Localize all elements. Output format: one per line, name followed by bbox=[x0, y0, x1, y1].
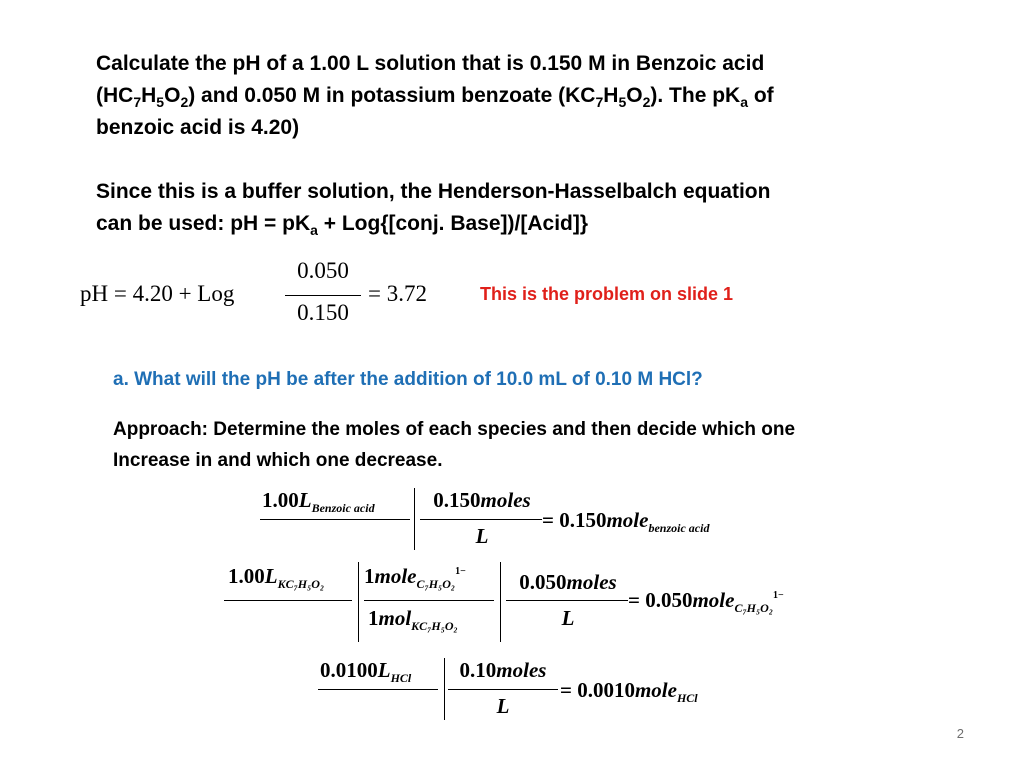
calc2-conversion-num: 0.050moles bbox=[519, 570, 617, 594]
ph-equation bbox=[80, 258, 460, 336]
calc1-divider bbox=[414, 488, 415, 550]
calc3-line-left bbox=[318, 689, 438, 690]
calc1-line-left bbox=[260, 519, 410, 520]
calc3-result: = 0.0010mole$_{HCl}$ bbox=[560, 678, 698, 705]
approach-line-2: Increase in and which one decrease. bbox=[113, 450, 443, 471]
calc2-result: = 0.050mole$_{C_7H_5O_2}^{1-}$ bbox=[628, 588, 784, 615]
fraction-bar bbox=[285, 295, 361, 296]
calc-benzoate bbox=[224, 562, 844, 644]
slide-reference-note: This is the problem on slide 1 bbox=[480, 284, 734, 304]
calc2-conversion-den: L bbox=[561, 606, 575, 630]
approach-line-1: Approach: Determine the moles of each species and then decide which one bbox=[113, 419, 796, 440]
ph-equation-numerator: 0.050 bbox=[297, 258, 349, 283]
ph-equation-denominator: 0.150 bbox=[297, 300, 349, 325]
calc1-given: $1.00L_{Benzoic acid}$ bbox=[262, 488, 375, 515]
calc1-line-right bbox=[420, 519, 542, 520]
calc-benzoic-acid bbox=[260, 488, 780, 552]
ph-equation-result: = 3.72 bbox=[368, 281, 427, 306]
calc2-ratio-num: 1mole$_{C_7H_5O_2}^{1-}$ bbox=[364, 564, 466, 591]
slide-number: 2 bbox=[956, 726, 964, 741]
calc3-line-right bbox=[448, 689, 558, 690]
calc2-divider-1 bbox=[358, 562, 359, 642]
calc1-conversion-num: 0.150moles bbox=[433, 488, 531, 512]
buffer-line-2: can be used: pH = $pK_a$ + Log{[conj. Base])/[Acid]} bbox=[96, 212, 589, 238]
calc2-line-right bbox=[506, 600, 628, 601]
problem-line-1: Calculate the pH of a 1.00 L solution that is 0.150 M in Benzoic acid bbox=[96, 52, 765, 75]
calc1-conversion-den: L bbox=[475, 524, 489, 548]
calc2-divider-2 bbox=[500, 562, 501, 642]
buffer-explanation bbox=[96, 176, 936, 240]
buffer-line-1: Since this is a buffer solution, the Henderson-Hasselbalch equation bbox=[96, 180, 771, 203]
calc3-divider bbox=[444, 658, 445, 720]
calc-hcl bbox=[318, 658, 758, 722]
ph-equation-lhs: pH = 4.20 + Log bbox=[80, 281, 235, 306]
problem-line-3: benzoic acid is 4.20) bbox=[96, 116, 300, 139]
approach-text bbox=[113, 414, 953, 476]
calc3-given: $0.0100L_{HCl}$ bbox=[320, 658, 412, 685]
calc2-ratio-den: 1mol$_{KC_7H_5O_2}$ bbox=[368, 606, 458, 633]
calc2-line-middle bbox=[364, 600, 494, 601]
calc3-conversion-den: L bbox=[496, 694, 510, 718]
calc1-result: = 0.150mole$_{benzoic acid}$ bbox=[542, 508, 710, 535]
calc3-conversion-num: 0.10moles bbox=[459, 658, 547, 682]
problem-line-2: $(HC_7H_5O_2)$ and 0.050 M in potassium benzoate $(KC_7H_5O_2)$. The $pK_a$ of bbox=[96, 84, 774, 110]
calc2-line-left bbox=[224, 600, 352, 601]
question-a: a. What will the pH be after the addition of 10.0 mL of 0.10 M HCl? bbox=[113, 369, 703, 390]
problem-statement bbox=[96, 48, 936, 144]
calc2-given: $1.00L_{KC_7H_5O_2}$ bbox=[228, 564, 325, 591]
